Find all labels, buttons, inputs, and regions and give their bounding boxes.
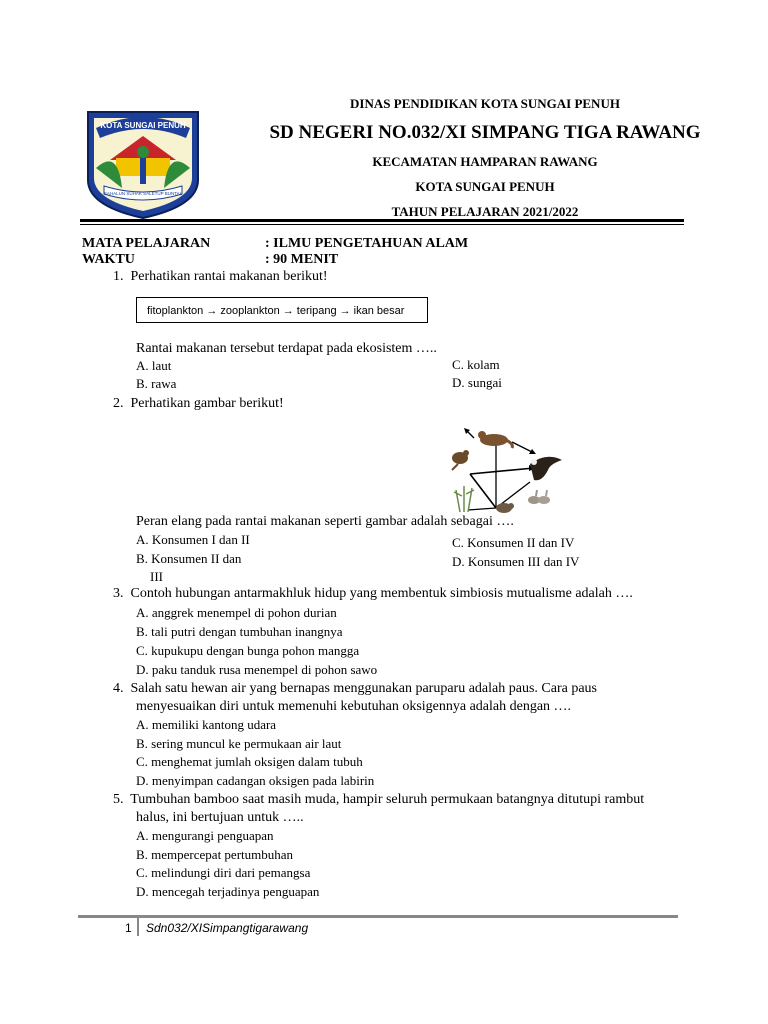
question-number: 4. [113,681,124,696]
question-1 [113,269,328,285]
option-c[interactable]: C. kupukupu dengan bunga pohon mangga [136,643,360,658]
question-5 [113,792,644,808]
option-d[interactable]: D. menyimpan cadangan oksigen pada labirin [136,773,375,788]
option-c[interactable]: C. kolam [452,357,500,372]
page-number: 1 [125,921,132,935]
footer-separator [137,918,139,936]
food-web-illustration [438,424,568,516]
header-line-3: KECAMATAN HAMPARAN RAWANG [372,154,598,169]
option-b[interactable]: B. Konsumen II dan [136,551,242,566]
option-a[interactable]: A. Konsumen I dan II [136,532,250,547]
question-stem: Rantai makanan tersebut terdapat pada ekosistem ….. [136,341,437,356]
option-a[interactable]: A. anggrek menempel di pohon durian [136,605,337,620]
footer-text: Sdn032/XISimpangtigarawang [146,921,309,935]
question-text: Tumbuhan bamboo saat masih muda, hampir seluruh permukaan batangnya ditutupi rambut [130,792,645,807]
option-d[interactable]: D. sungai [452,375,502,390]
option-b[interactable]: B. mempercepat pertumbuhan [136,847,294,862]
option-b-continued: III [150,569,163,584]
question-stem: Peran elang pada rantai makanan seperti gambar adalah sebagai …. [136,514,514,529]
question-text-continued: halus, ini bertujuan untuk ….. [136,810,304,825]
question-text-continued: menyesuaikan diri untuk memenuhi kebutuhan oksigennya adalah dengan …. [136,699,572,714]
question-4 [113,681,597,697]
option-d[interactable]: D. mencegah terjadinya penguapan [136,884,320,899]
option-b[interactable]: B. rawa [136,376,177,391]
header-divider-thin [80,224,684,225]
option-a[interactable]: A. memiliki kantong udara [136,717,277,732]
option-c[interactable]: C. melindungi diri dari pemangsa [136,865,311,880]
question-number: 5. [113,792,124,807]
subject-value: : ILMU PENGETAHUAN ALAM [265,236,469,251]
option-a[interactable]: A. mengurangi penguapan [136,828,274,843]
option-a[interactable]: A. laut [136,358,172,373]
header-line-1: DINAS PENDIDIKAN KOTA SUNGAI PENUH [350,96,620,111]
footer-divider [78,915,678,918]
question-text: Salah satu hewan air yang bernapas menggunakan paruparu adalah paus. Cara paus [130,681,597,696]
header-line-4: KOTA SUNGAI PENUH [415,179,555,194]
question-text: Perhatikan rantai makanan berikut! [130,269,328,284]
header-divider [80,219,684,222]
option-c[interactable]: C. Konsumen II dan IV [452,535,575,550]
question-number: 1. [113,269,124,284]
option-c[interactable]: C. menghemat jumlah oksigen dalam tubuh [136,754,363,769]
option-d[interactable]: D. Konsumen III dan IV [452,554,580,569]
question-number: 2. [113,396,124,411]
question-number: 3. [113,586,124,601]
logo-motto: SAHALUN SUHAK SALETUP BUNTAL [103,191,183,196]
logo-title: KOTA SUNGAI PENUH [100,121,186,130]
question-2 [113,396,284,412]
food-chain-box: fitoplankton → zooplankton → teripang → ikan besar [136,297,428,323]
time-label: WAKTU [82,252,135,267]
school-logo [82,98,204,220]
option-d[interactable]: D. paku tanduk rusa menempel di pohon sawo [136,662,378,677]
option-b[interactable]: B. tali putri dengan tumbuhan inangnya [136,624,343,639]
time-value: : 90 MENIT [265,252,339,267]
question-3 [113,586,633,602]
question-text: Perhatikan gambar berikut! [130,396,284,411]
option-b[interactable]: B. sering muncul ke permukaan air laut [136,736,342,751]
header-line-5: TAHUN PELAJARAN 2021/2022 [391,204,579,219]
school-name: SD NEGERI NO.032/XI SIMPANG TIGA RAWANG [269,122,701,143]
subject-label: MATA PELAJARAN [82,236,211,251]
question-text: Contoh hubungan antarmakhluk hidup yang membentuk simbiosis mutualisme adalah …. [130,586,633,601]
